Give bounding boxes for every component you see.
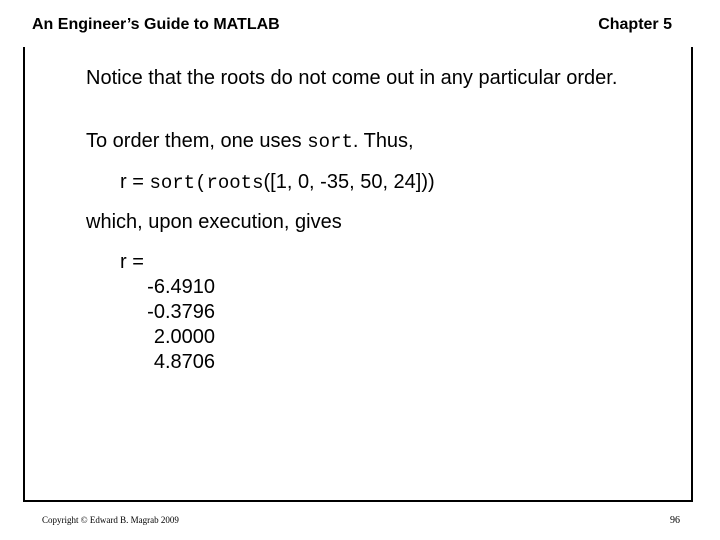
code-paren: ( xyxy=(195,172,207,194)
result-value: 2.0000 xyxy=(153,326,215,348)
code-line xyxy=(120,170,435,196)
paragraph-execution: which, upon execution, gives xyxy=(86,211,342,233)
result-label: r = xyxy=(120,251,144,273)
result-value: 4.8706 xyxy=(153,351,215,373)
sort-code: sort xyxy=(307,131,353,153)
header-title: An Engineer’s Guide to MATLAB xyxy=(32,16,280,33)
footer-copyright: Copyright © Edward B. Magrab 2009 xyxy=(42,515,179,525)
code-roots: roots xyxy=(206,172,264,194)
result-value: -6.4910 xyxy=(147,276,215,298)
order-text-prefix: To order them, one uses xyxy=(86,130,308,152)
header-chapter: Chapter 5 xyxy=(598,16,672,33)
paragraph-notice: Notice that the roots do not come out in any particular order. xyxy=(86,67,618,89)
code-prefix: r = xyxy=(120,171,150,193)
result-block xyxy=(120,250,215,375)
result-value: -0.3796 xyxy=(147,301,215,323)
order-text-suffix: . Thus, xyxy=(352,130,414,152)
paragraph-order xyxy=(86,129,414,155)
code-args: ([1, 0, -35, 50, 24])) xyxy=(263,171,435,193)
footer-page-number: 96 xyxy=(670,515,680,526)
code-sort: sort xyxy=(149,172,196,194)
